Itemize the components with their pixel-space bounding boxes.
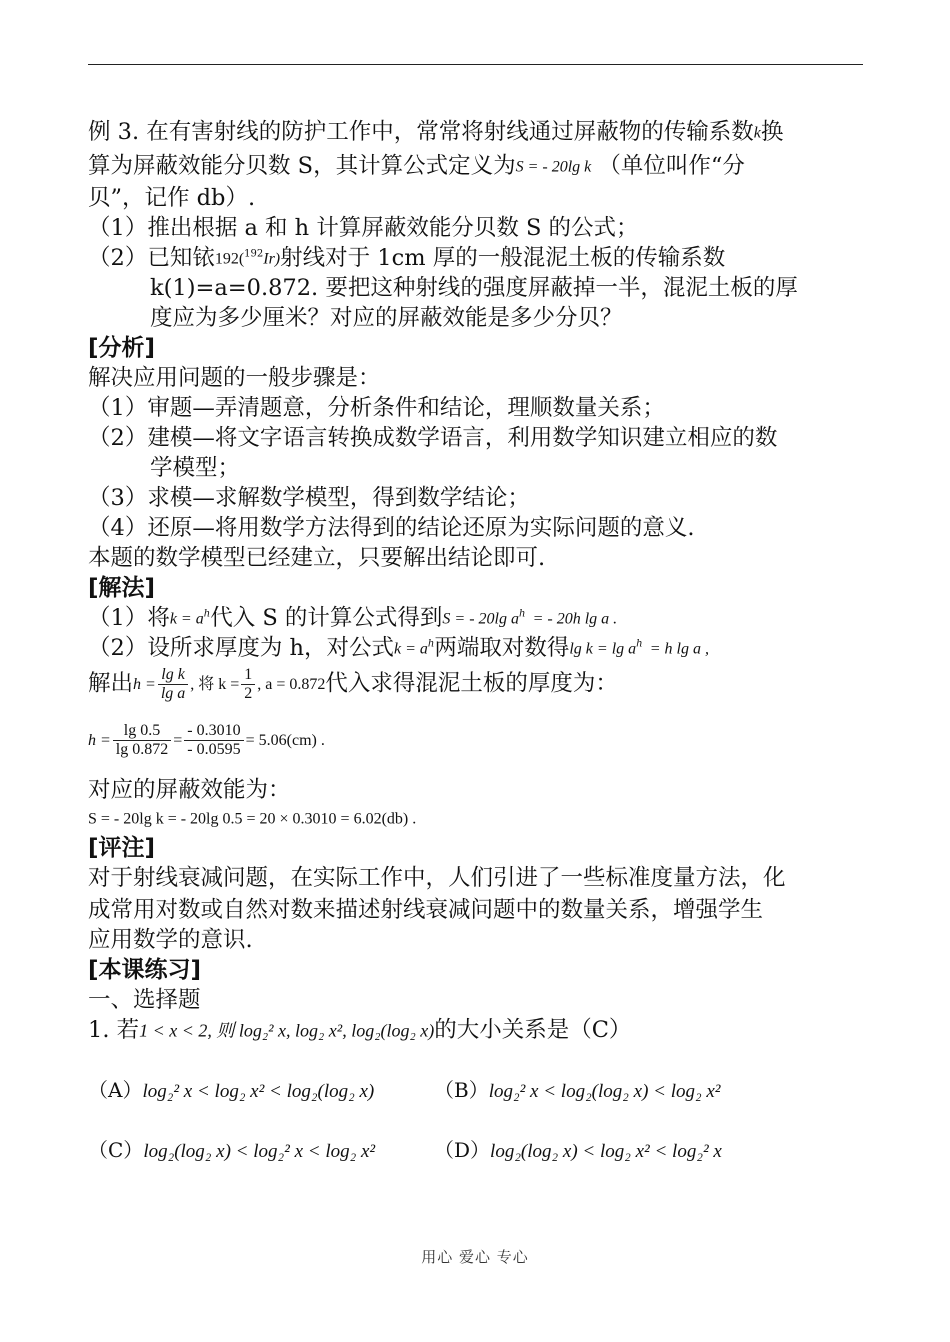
solution-line-1 [88, 604, 617, 634]
option-expr: log₂(log₂ x) < log₂² x < log₂ x² [143, 1141, 376, 1162]
fraction-half [241, 666, 255, 703]
fraction-numerator: - 0.3010 [184, 722, 243, 741]
sol-text: 代入 S 的计算公式得到 [210, 605, 443, 631]
math-formula: S = - 20lg k = - 20lg 0.5 = 20 × 0.3010 = 6.02(db) . [88, 810, 417, 828]
sol-text: （2）设所求厚度为 h，对公式 [88, 635, 394, 661]
math-formula: lg k = lg a [569, 640, 637, 658]
analysis-step-2-cont: 学模型； [150, 455, 241, 481]
math-formula: , a = 0.872 [257, 676, 326, 693]
math-formula: 1 < x < 2, 则 log₂² x, log₂ x², log₂(log₂ x) [139, 1020, 435, 1041]
section-title: 一、选择题 [88, 987, 201, 1013]
question-2-line-3: 度应为多少厘米？对应的屏蔽效能是多少分贝？ [150, 305, 623, 331]
option-expr: log₂(log₂ x) < log₂ x² < log₂² x [490, 1141, 722, 1162]
question-1: （1）推出根据 a 和 h 计算屏蔽效能分贝数 S 的公式； [88, 215, 639, 241]
example-line-3: 贝”，记作 db）. [88, 185, 256, 211]
example-text: 换 [760, 119, 784, 145]
fraction-denominator: lg a [160, 685, 186, 702]
option-label: （B） [434, 1078, 489, 1102]
sol-text: 解出 [88, 670, 134, 697]
header-rule [88, 64, 863, 65]
solution-line-2 [88, 634, 709, 664]
analysis-step-2: （2）建模—将文字语言转换成数学语言，利用数学知识建立相应的数 [88, 425, 778, 451]
math-sup: h [636, 638, 643, 650]
math-formula: = - 20h lg a . [532, 610, 618, 628]
sol-text: （1）将 [88, 605, 170, 631]
solution-line-6 [88, 804, 416, 834]
analysis-note: 本题的数学模型已经建立，只要解出结论即可. [88, 545, 546, 571]
comment-line-3: 应用数学的意识. [88, 927, 253, 953]
analysis-heading: [分析] [88, 335, 156, 361]
solution-line-4 [88, 722, 325, 759]
math-k: k [753, 124, 761, 142]
fraction-lg05-lg0872 [113, 722, 171, 759]
math-formula: = 5.06(cm) . [245, 732, 325, 749]
fraction-numerator: 1 [241, 666, 255, 685]
analysis-step-1: （1）审题—弄清题意，分析条件和结论，理顺数量关系； [88, 395, 665, 421]
solution-line-5: 对应的屏蔽效能为： [88, 777, 291, 803]
isotope-sup: 192 [244, 248, 264, 260]
practice-heading: [本课练习] [88, 957, 202, 983]
math-formula: h = [133, 676, 156, 693]
isotope-symbol: Ir) [263, 250, 281, 268]
sol-text: 代入求得混泥土板的厚度为： [325, 670, 618, 697]
example-line-2 [88, 152, 745, 182]
fraction-denominator: 2 [244, 685, 253, 702]
sol-text: 两端取对数得 [434, 635, 570, 661]
question-2 [88, 244, 725, 274]
analysis-step-3: （3）求模—求解数学模型，得到数学结论； [88, 485, 530, 511]
solution-heading: [解法] [88, 575, 156, 601]
option-label: （A） [88, 1078, 143, 1102]
example-text: 例 3. 在有害射线的防护工作中，常常将射线通过屏蔽物的传输系数 [88, 119, 754, 145]
math-formula: k = a [169, 610, 204, 628]
analysis-intro: 解决应用问题的一般步骤是： [88, 365, 381, 391]
option-label: （C） [88, 1138, 144, 1162]
isotope-mass: 192( [214, 250, 245, 268]
math-sup: h [203, 608, 211, 620]
solution-line-3 [88, 666, 618, 703]
example-text: （单位叫作“分 [598, 153, 745, 179]
fraction-denominator: lg 0.872 [115, 741, 169, 758]
comment-line-2: 成常用对数或自然对数来描述射线衰减问题中的数量关系，增强学生 [88, 897, 764, 923]
option-label: （D） [434, 1138, 491, 1162]
q-text: 的大小关系是（C） [434, 1017, 632, 1043]
option-a[interactable] [88, 1076, 374, 1106]
q2-text: （2）已知铱 [88, 245, 215, 271]
analysis-step-4: （4）还原—将用数学方法得到的结论还原为实际问题的意义. [88, 515, 695, 541]
option-d[interactable] [434, 1136, 722, 1166]
math-formula: S = - 20lg k [515, 158, 592, 176]
page-footer: 用心 爱心 专心 [421, 1248, 529, 1266]
math-sup: h [427, 638, 435, 650]
fraction-numerator: lg 0.5 [113, 722, 171, 741]
option-b[interactable] [434, 1076, 720, 1106]
math-formula: = h lg a , [649, 640, 709, 658]
option-expr: log₂² x < log₂ x² < log₂(log₂ x) [142, 1081, 375, 1102]
practice-question-1 [88, 1016, 631, 1046]
fraction-numerator: lg k [158, 666, 188, 685]
comment-heading: [评注] [88, 835, 156, 861]
math-sup: h [518, 608, 526, 620]
fraction-lgk-lga [158, 666, 188, 703]
fraction-denominator: - 0.0595 [187, 741, 241, 758]
example-line-1 [88, 118, 783, 148]
q-text: 1. 若 [88, 1017, 140, 1043]
math-formula: S = - 20lg a [442, 610, 519, 628]
comment-line-1: 对于射线衰减问题，在实际工作中，人们引进了一些标准度量方法，化 [88, 865, 786, 891]
option-c[interactable] [88, 1136, 375, 1166]
math-formula: = [173, 732, 183, 749]
example-text: 算为屏蔽效能分贝数 S，其计算公式定义为 [88, 153, 516, 179]
math-formula: h = [88, 732, 111, 749]
fraction-values [184, 722, 243, 759]
option-expr: log₂² x < log₂(log₂ x) < log₂ x² [488, 1081, 721, 1102]
question-2-line-2: k(1)=a=0.872. 要把这种射线的强度屏蔽掉一半，混泥土板的厚 [150, 275, 798, 301]
math-formula: k = a [393, 640, 428, 658]
math-formula: , 将 k = [190, 676, 240, 693]
q2-text: 射线对于 1cm 厚的一般混泥土板的传输系数 [280, 245, 726, 271]
